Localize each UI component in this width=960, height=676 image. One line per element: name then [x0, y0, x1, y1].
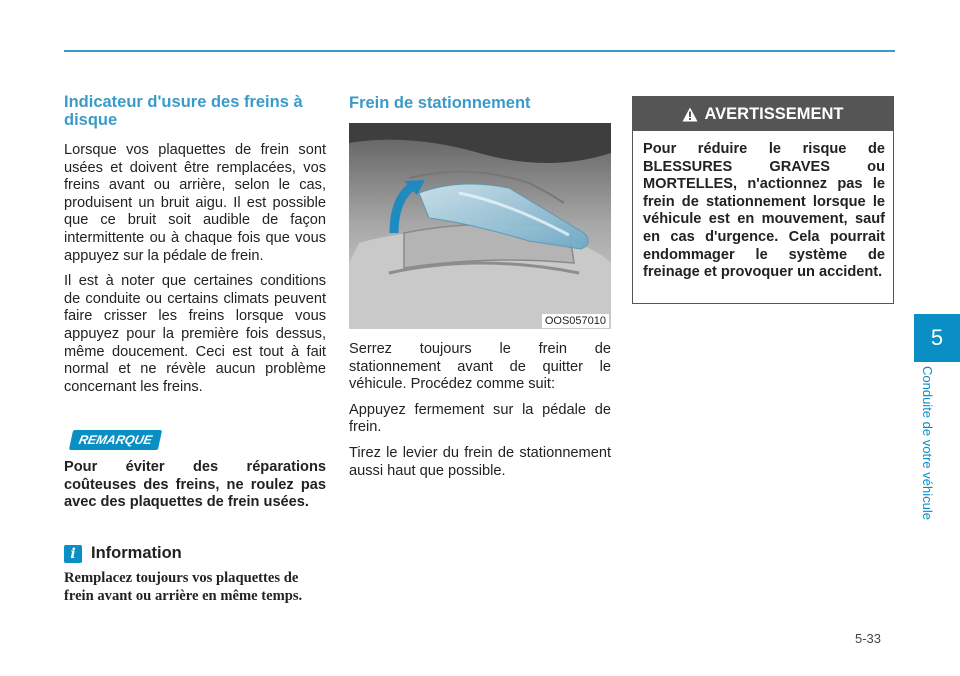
parking-brake-paragraph-1: Serrez toujours le frein de stationnement avant de quitter le véhicule. Procédez comme suit:	[349, 341, 611, 393]
note-text: Pour éviter des réparations coûteuses des freins, ne roulez pas avec des plaquettes de frein usées.	[64, 459, 326, 511]
info-icon: i	[64, 545, 82, 563]
parking-brake-paragraph-2: Appuyez fermement sur la pédale de frein.	[349, 401, 611, 436]
chapter-title: Conduite de votre véhicule	[920, 366, 935, 520]
information-title: Information	[91, 544, 182, 562]
parking-brake-illustration	[349, 123, 611, 329]
section-title-parking-brake: Frein de stationnement	[349, 94, 531, 112]
warning-header	[633, 97, 893, 131]
note-badge: REMARQUE	[69, 430, 162, 450]
brake-wear-paragraph-2: Il est à noter que certaines conditions de conduite ou certains climats peuvent faire crisser les freins lorsque vous appuyez pour la première fois dessus, même doucement. Ceci est tout à fait normal et ne révèle aucun problème concernant les freins.	[64, 273, 326, 395]
middle-column-title	[349, 94, 611, 112]
warning-title: AVERTISSEMENT	[704, 104, 844, 123]
brake-wear-paragraph-1: Lorsque vos plaquettes de frein sont usées et doivent être remplacées, vos freins avant ou arrière, selon le cas, produisent un bruit aigu. Il est possible que ce bruit soit audible de façon intermittente ou à chaque fois que vous appuyez sur la pédale de frein.	[64, 142, 326, 264]
information-heading	[64, 544, 182, 563]
note-block	[64, 459, 326, 512]
page-number: 5-33	[855, 631, 882, 646]
parking-brake-lever-image	[349, 123, 611, 329]
top-rule	[64, 50, 895, 52]
chapter-title-vertical	[920, 366, 940, 546]
parking-brake-paragraph-3: Tirez le levier du frein de stationnement aussi haut que possible.	[349, 444, 611, 479]
middle-column-text	[349, 341, 611, 480]
information-text: Remplacez toujours vos plaquettes de frein avant ou arrière en même temps.	[64, 570, 303, 604]
warning-text: Pour réduire le risque de BLESSURES GRAVES ou MORTELLES, n'actionnez pas le frein de stationnement lorsque le véhicule est en mouvement, sauf en cas d'urgence. Cela pourrait endommager le système de freinage et provoquer un accident.	[643, 141, 885, 281]
section-title-brake-wear: Indicateur d'usure des freins à disque	[64, 93, 303, 129]
image-code: OOS057010	[542, 314, 609, 328]
left-column	[64, 93, 326, 396]
warning-box	[632, 96, 894, 304]
information-block	[64, 570, 326, 605]
chapter-number-tab: 5	[914, 314, 960, 362]
warning-triangle-icon	[682, 107, 698, 122]
